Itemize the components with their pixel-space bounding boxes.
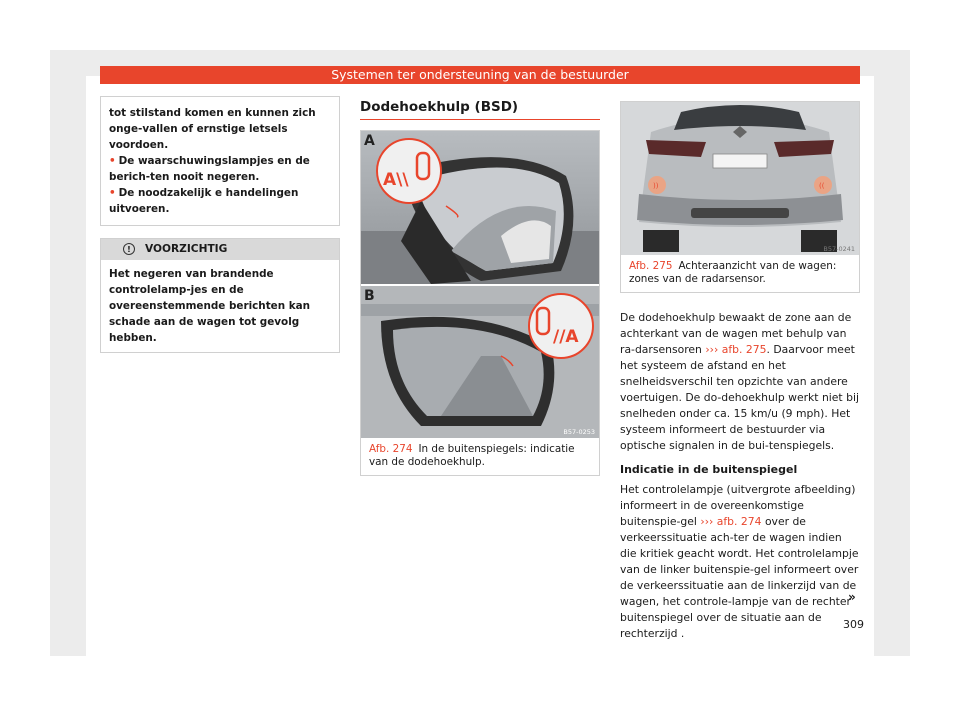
figure-reference-link[interactable]: ››› afb. 275	[705, 343, 767, 356]
section-title: Dodehoekhulp (BSD)	[360, 96, 600, 120]
mirror-image-b	[361, 286, 599, 438]
caution-body: Het negeren van brandende controlelamp-jes en de overeenstemmende berichten kan schade aan de wagen tot gevolg hebben.	[109, 268, 311, 344]
column-right	[620, 101, 860, 650]
figure-caption: Afb. 275 Achteraanzicht van de wagen: zones van de radarsensor.	[629, 260, 837, 285]
figure-code: B57-0241	[823, 245, 855, 253]
mirror-b-illustration	[361, 286, 599, 438]
warning-bullet: • De noodzakelijk e handelingen uitvoeren.	[109, 187, 299, 215]
bsd-warning-lamp	[377, 139, 441, 203]
caution-title: VOORZICHTIG	[145, 243, 228, 255]
column-middle	[360, 96, 600, 476]
bullet-icon: •	[109, 155, 116, 167]
paragraph: De dodehoekhulp bewaakt de zone aan de achterkant van de wagen met behulp van ra-darsensoren ››› afb. 275. Daarvoor meet het systeem de afstand en het snelheidsverschil ten opzichte van andere voertuigen. De do-dehoekhulp werkt niet bij snelheden onder ca. 15 km/u (9 mph). Het systeem informeert de bestuurder via optische signalen in de bui-tenspiegels.	[620, 311, 859, 452]
car-rear-image	[621, 102, 859, 255]
figure-reference-link[interactable]: ››› afb. 274	[700, 515, 762, 528]
warning-bullet: • De waarschuwingslampjes en de berich-ten nooit negeren.	[109, 155, 310, 183]
radar-zone-left	[648, 176, 666, 194]
caution-header	[101, 239, 339, 260]
warning-intro-text: tot stilstand komen en kunnen zich onge-vallen of ernstige letsels voordoen.	[109, 107, 316, 151]
svg-text:A\\: A\\	[383, 170, 409, 190]
radar-zone-right	[814, 176, 832, 194]
paragraph: Het controlelampje (uitvergrote afbeelding) informeert in de overeenkomstige buitenspie-gel ››› afb. 274 over de verkeerssituatie ach-ter de wagen indien die kritiek geacht wordt. Het controlelampje van de linker buitenspie-gel informeert over de verkeerssituatie aan de linkerzijd van de wagen, het controle-lampje van de rechter buitenspiegel over de situatie aan de rechterzijd .	[620, 483, 859, 640]
svg-text://A: //A	[553, 327, 579, 347]
figure-number: Afb. 275	[629, 260, 673, 272]
caution-box	[100, 238, 340, 353]
subheading: Indicatie in de buitenspiegel	[620, 463, 798, 476]
figure-275	[620, 101, 860, 293]
mirror-a-illustration	[361, 131, 599, 284]
figure-number: Afb. 274	[369, 443, 413, 455]
figure-code: B57-0253	[563, 428, 595, 436]
mirror-image-a	[361, 131, 599, 284]
body-text	[620, 310, 860, 642]
svg-text:((: ((	[819, 182, 825, 190]
warning-continuation-box	[100, 96, 340, 226]
bsd-warning-lamp	[529, 294, 593, 358]
figure-label-a: A	[364, 133, 375, 149]
bullet-icon: •	[109, 187, 116, 199]
car-rear-illustration	[621, 102, 859, 255]
chapter-header: Systemen ter ondersteuning van de bestuurder	[100, 66, 860, 84]
figure-274	[360, 130, 600, 476]
figure-label-b: B	[364, 288, 375, 304]
svg-text:)): ))	[653, 182, 659, 190]
figure-caption: Afb. 274 In de buitenspiegels: indicatie van de dodehoekhulp.	[369, 443, 575, 468]
page-number: 309	[843, 618, 864, 631]
continue-marker: »	[848, 590, 856, 604]
column-left	[100, 96, 340, 353]
exclamation-circle-icon: !	[123, 243, 135, 255]
